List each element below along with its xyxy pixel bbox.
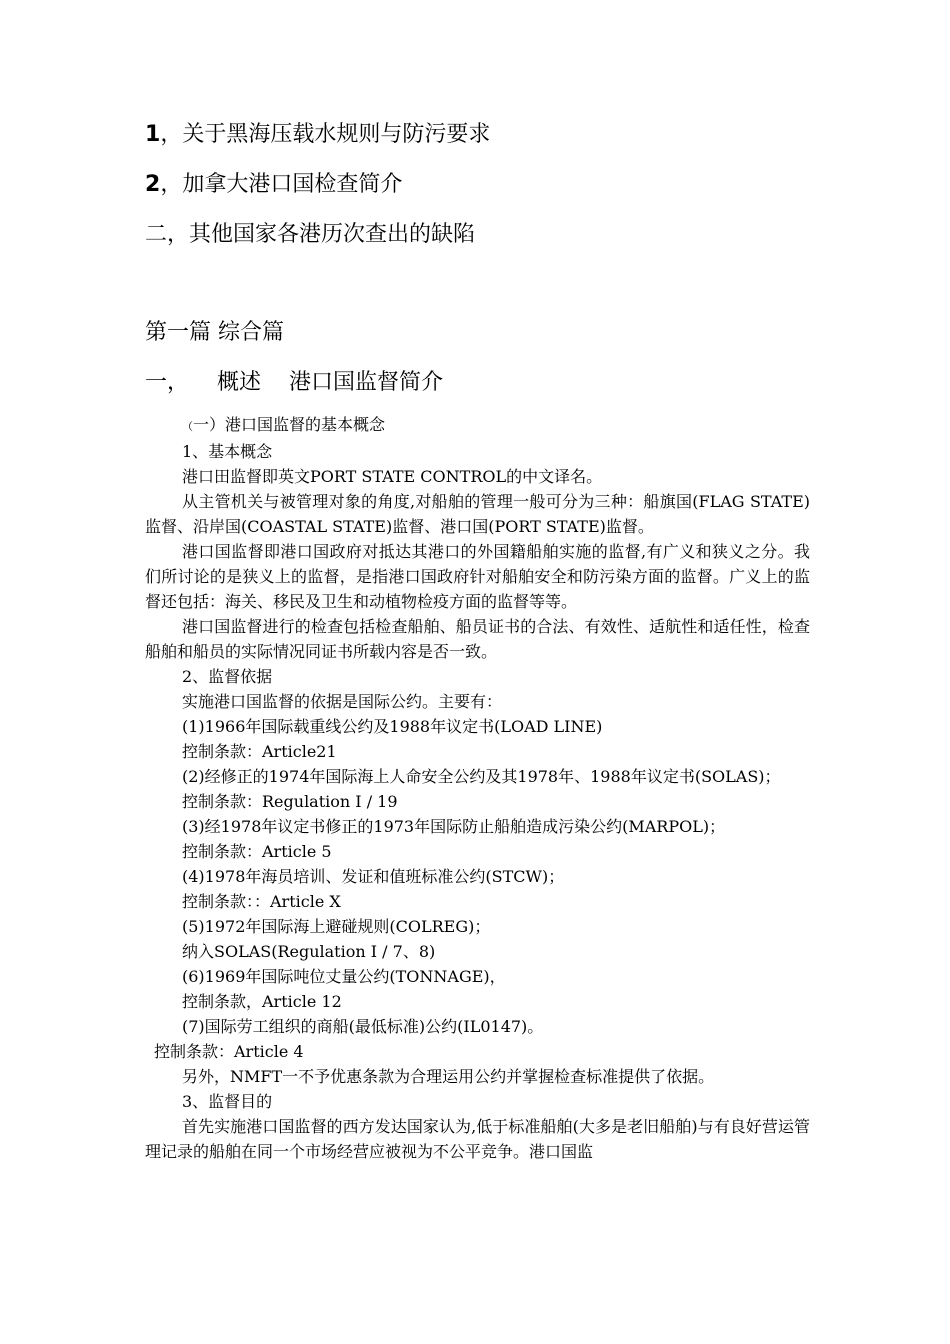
part-title: 第一篇 综合篇 (145, 320, 284, 345)
paragraph: 控制条款，Article 12 (182, 992, 342, 1011)
toc-item-separator: ， (160, 122, 183, 147)
toc-item-2 (145, 170, 402, 200)
paragraph: 控制条款：Article 5 (182, 842, 332, 861)
section-number: 一， (145, 370, 190, 395)
paragraph: 港口国监督进行的检查包括检查船舶、船员证书的合法、有效性、适航性和适任性，检查船舶和船员的实际情况同证书所载内容是否一致。 (145, 617, 810, 661)
paragraph-lead: （ (182, 420, 193, 433)
paragraph: (5)1972年国际海上避碰规则(COLREG)； (182, 917, 491, 936)
toc-item-text: 加拿大港口国检查简介 (182, 172, 403, 197)
body-text (145, 412, 810, 1164)
section-title-a: 概述 (217, 370, 262, 395)
toc-item-number: 1 (145, 122, 161, 147)
paragraph: (1)1966年国际载重线公约及1988年议定书(LOAD LINE) (182, 717, 603, 736)
paragraph: 2、监督依据 (182, 667, 273, 686)
toc-item-3 (145, 220, 475, 250)
paragraph: 3、监督目的 (182, 1092, 273, 1111)
paragraph: (6)1969年国际吨位丈量公约(TONNAGE)， (182, 967, 506, 986)
section-heading (145, 368, 443, 398)
paragraph: 控制条款：Article 4 (154, 1042, 304, 1061)
paragraph: 纳入SOLAS(Regulation I / 7、8) (182, 942, 436, 961)
paragraph: (2)经修正的1974年国际海上人命安全公约及其1978年、1988年议定书(SOLAS)； (182, 767, 781, 786)
paragraph: (3)经1978年议定书修正的1973年国际防止船舶造成污染公约(MARPOL)； (182, 817, 726, 836)
paragraph: 港口国监督即港口国政府对抵达其港口的外国籍船舶实施的监督,有广义和狭义之分。我们所讨论的是狭义上的监督，是指港口国政府针对船舶安全和防污染方面的监督。广义上的监督还包括：海关、移民及卫生和动植物检疫方面的监督等等。 (145, 542, 810, 611)
paragraph: 实施港口国监督的依据是国际公约。主要有： (182, 692, 503, 711)
toc-item-number: 2 (145, 172, 161, 197)
paragraph: 港口田监督即英文PORT STATE CONTROL的中文译名。 (182, 467, 603, 486)
paragraph: (7)国际劳工组织的商船(最低标准)公约(IL0147)。 (182, 1017, 544, 1036)
paragraph-text: 一）港口国监督的基本概念 (193, 415, 386, 434)
section-title-b: 港口国监督简介 (289, 370, 444, 395)
toc-item-text: 二，其他国家各港历次查出的缺陷 (145, 222, 476, 247)
paragraph: 从主管机关与被管理对象的角度,对船舶的管理一般可分为三种：船旗国(FLAG STATE)监督、沿岸国(COASTAL STATE)监督、港口国(PORT STATE)监督。 (145, 492, 810, 536)
toc-item-text: 关于黑海压载水规则与防污要求 (182, 122, 491, 147)
paragraph: 另外，NMFT一不予优惠条款为合理运用公约并掌握检查标准提供了依据。 (182, 1067, 715, 1086)
toc-item-1 (145, 120, 490, 150)
paragraph (145, 412, 810, 439)
paragraph: 1、基本概念 (182, 442, 273, 461)
paragraph: 控制条款：：Article X (182, 892, 341, 911)
toc-item-separator: ， (160, 172, 183, 197)
paragraph: 控制条款：Article21 (182, 742, 337, 761)
paragraph: 控制条款：Regulation I / 19 (182, 792, 398, 811)
paragraph: (4)1978年海员培训、发证和值班标准公约(STCW)； (182, 867, 565, 886)
paragraph: 首先实施港口国监督的西方发达国家认为,低于标准船舶(大多是老旧船舶)与有良好营运管理记录的船舶在同一个市场经营应被视为不公平竞争。港口国监 (145, 1117, 810, 1161)
